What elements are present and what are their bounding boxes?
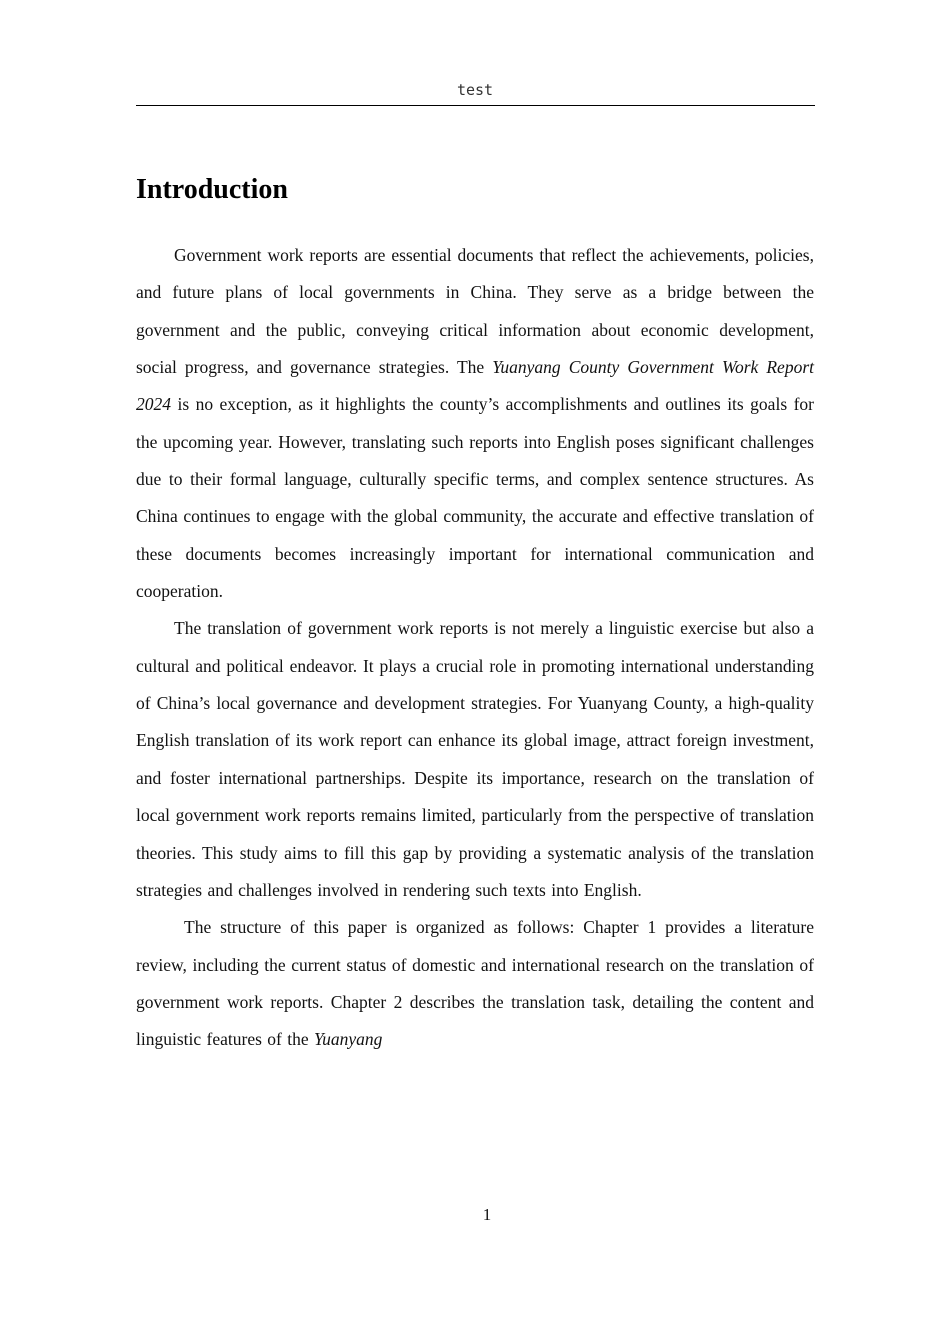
paragraph-text: is no exception, as it highlights the county’s accomplishments and outlines its goals for the upcoming year. However, translating such reports into English poses significant challenges due to their formal language, culturally specific terms, and complex sentence structures. As China continues to engage with the global community, the accurate and effective translation of these documents becomes increasingly important for international communication and cooperation. bbox=[136, 394, 814, 602]
report-title-italic: Yuanyang County Government Work Report 2024 bbox=[136, 357, 814, 415]
paragraph-text: The translation of government work reports is not merely a linguistic exercise but also a cultural and political endeavor. It plays a crucial role in promoting international understanding of China’s local governance and development strategies. For Yuanyang County, a high-quality English translation of its work report can enhance its global image, attract foreign investment, and foster international partnerships. Despite its importance, research on the translation of local government work reports remains limited, particularly from the perspective of translation theories. This study aims to fill this gap by providing a systematic analysis of the translation strategies and challenges involved in rendering such texts into English. bbox=[136, 618, 814, 900]
paragraph-text: The structure of this paper is organized as follows: Chapter 1 provides a literature review, including the current status of domestic and international research on the translation of government work reports. Chapter 2 describes the translation task, detailing the content and linguistic features of the bbox=[136, 917, 814, 1050]
body-paragraph-2 bbox=[136, 610, 814, 909]
page-title: Introduction bbox=[136, 174, 288, 205]
body-paragraph-3 bbox=[136, 909, 814, 1058]
document-body bbox=[136, 237, 814, 1059]
header-divider bbox=[136, 105, 815, 106]
running-header: test bbox=[456, 81, 494, 99]
report-title-italic: Yuanyang bbox=[313, 1029, 383, 1050]
body-paragraph-1 bbox=[136, 237, 814, 610]
page-number: 1 bbox=[482, 1205, 492, 1224]
paragraph-text: Government work reports are essential documents that reflect the achievements, policies, and future plans of local governments in China. They serve as a bridge between the government and the public, conveying critical information about economic development, social progress, and governance strategies. The bbox=[136, 245, 814, 378]
